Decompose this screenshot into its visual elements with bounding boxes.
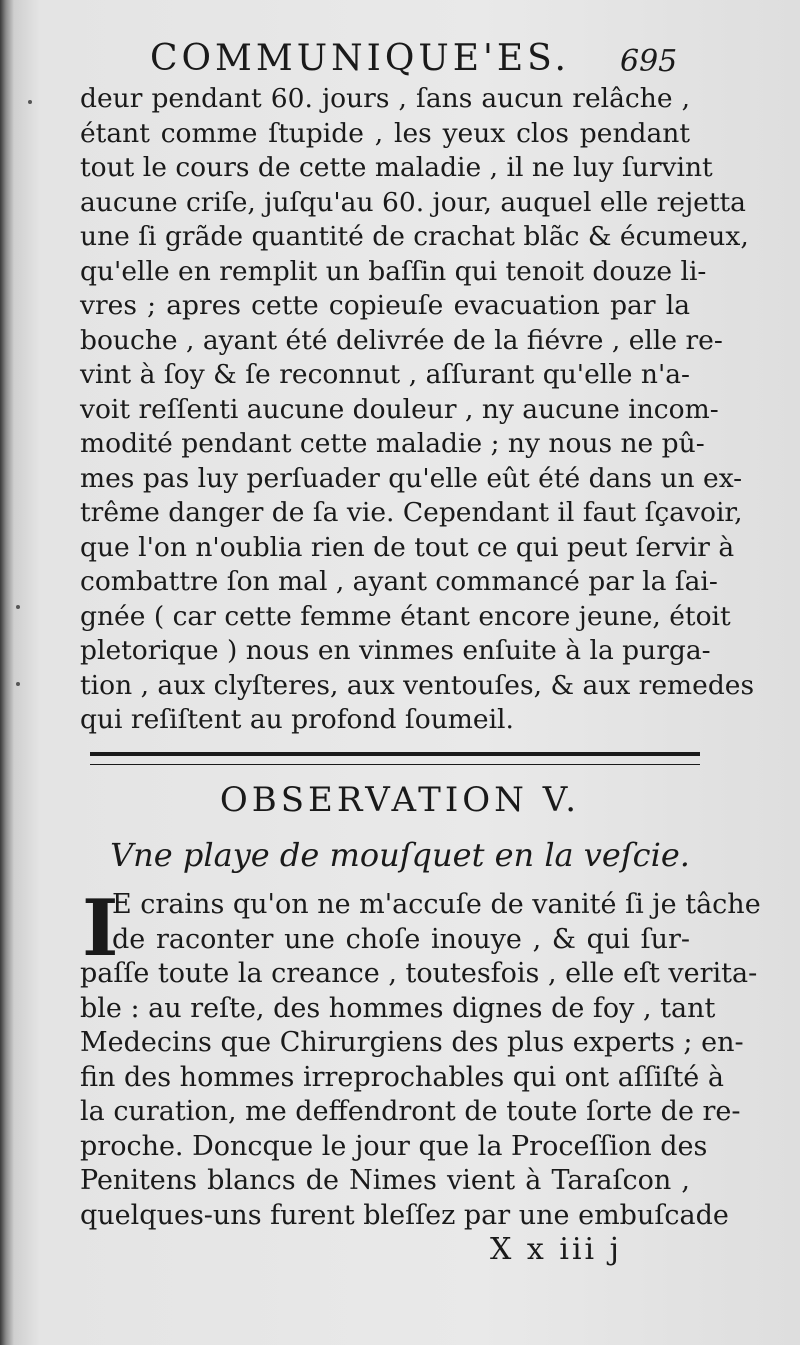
text-line: E crains qu'on ne m'accuſe de vanité ſi je tâche (112, 889, 761, 920)
text-line: aucune criſe, juſqu'au 60. jour, auquel elle rejetta (80, 186, 746, 218)
section-heading: OBSERVATION V. (219, 780, 581, 820)
section-divider (90, 752, 700, 765)
text-line: de raconter une choſe inouye , & qui ſur- (112, 923, 690, 955)
text-line: que l'on n'oublia rien de tout ce qui peut ſervir à (80, 531, 735, 563)
text-line: tion , aux clyſteres, aux ventouſes, & aux remedes (80, 669, 755, 701)
margin-speck (16, 605, 20, 609)
text-line: fin des hommes irreprochables qui ont aſſiſté à (80, 1061, 724, 1093)
section-subtitle: Vne playe de mouſquet en la veſcie. (110, 836, 690, 874)
text-line: mes pas luy perſuader qu'elle eût été dans un ex- (80, 462, 743, 494)
text-line: Medecins que Chirurgiens des plus experts ; en- (80, 1027, 744, 1058)
drop-cap: I (82, 883, 119, 974)
text-line: modité pendant cette maladie ; ny nous ne pû- (80, 428, 705, 459)
text-line: voit reſſenti aucune douleur , ny aucune incom- (80, 393, 719, 425)
text-line: quelques-uns furent bleſſez par une embuſcade (80, 1199, 729, 1231)
observation-paragraph (80, 883, 761, 1233)
text-line: paſſe toute la creance , toutesfois , elle eſt verita- (80, 958, 758, 989)
page-number: 695 (620, 44, 678, 79)
text-line: pletorique ) nous en vinmes enſuite à la purga- (80, 635, 711, 666)
text-line: vres ; apres cette copieuſe evacuation par la (80, 290, 690, 321)
text-line: ble : au reſte, des hommes dignes de foy , tant (80, 992, 716, 1024)
text-line: tout le cours de cette maladie , il ne luy ſurvint (80, 152, 713, 183)
text-line: deur pendant 60. jours , ſans aucun relâche , (80, 83, 690, 114)
page-header (150, 38, 710, 88)
text-line: trême danger de ſa vie. Cependant il faut ſçavoir, (80, 497, 743, 528)
signature-mark: X x iii j (490, 1232, 622, 1267)
text-line: la curation, me deffendront de toute ſorte de re- (80, 1096, 741, 1127)
running-title: COMMUNIQUE'ES. (150, 38, 570, 79)
text-line: gnée ( car cette femme étant encore jeune, étoit (80, 600, 731, 632)
margin-speck (28, 100, 32, 104)
text-line: vint à ſoy & ſe reconnut , aſſurant qu'elle n'a- (80, 359, 690, 390)
text-line: étant comme ſtupide , les yeux clos pendant (80, 117, 690, 149)
text-line: qui reſiſtent au profond ſoumeil. (80, 704, 514, 735)
text-line: une ſi grãde quantité de crachat blãc & écumeux, (80, 221, 749, 252)
text-line: bouche , ayant été delivrée de la fiévre , elle re- (80, 324, 723, 356)
text-line: combattre ſon mal , ayant commancé par la ſai- (80, 566, 718, 597)
text-line: Penitens blancs de Nimes vient à Taraſcon , (80, 1165, 690, 1196)
text-line: qu'elle en remplit un baſſin qui tenoit douze li- (80, 255, 707, 287)
text-line: proche. Doncque le jour que la Proceſſion des (80, 1130, 708, 1162)
margin-speck (16, 682, 20, 686)
paragraph-continued (80, 82, 755, 738)
